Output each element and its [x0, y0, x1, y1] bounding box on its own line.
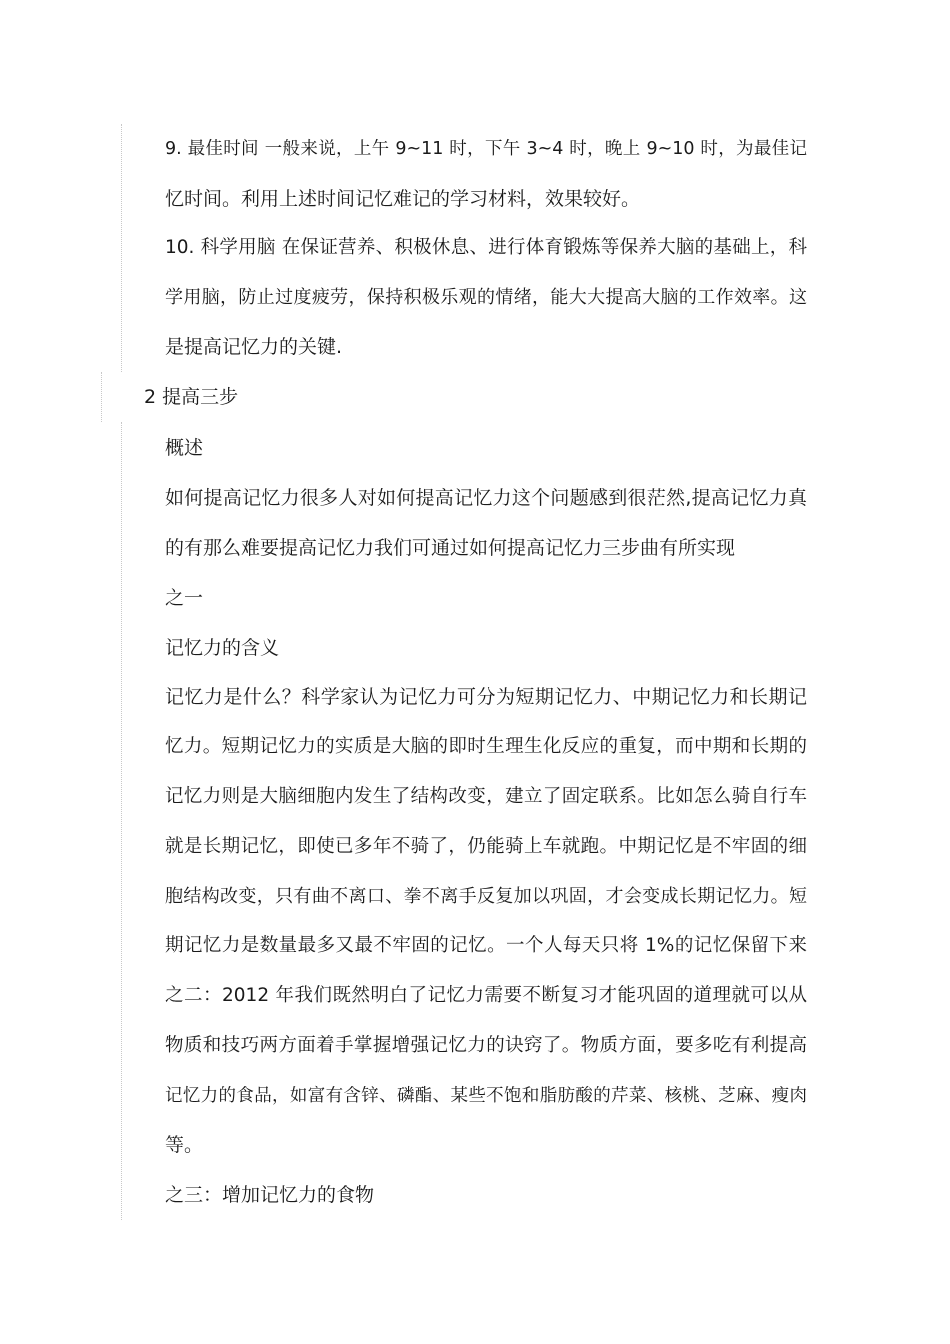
item-9-line-1: 9. 最佳时间 一般来说，上午 9~11 时，下午 3~4 时，晚上 9~10 时，为最佳记	[165, 139, 807, 159]
step-2-line-2: 物质和技巧两方面着手掌握增强记忆力的诀窍了。物质方面，要多吃有利提高	[165, 1035, 807, 1056]
meaning-line-6: 期记忆力是数量最多又最不牢固的记忆。一个人每天只将 1%的记忆保留下来	[165, 935, 807, 956]
overview-heading: 概述	[165, 437, 204, 459]
overview-line-2: 的有那么难要提高记忆力我们可通过如何提高记忆力三步曲有所实现	[165, 537, 736, 559]
meaning-line-4: 就是长期记忆，即使已多年不骑了，仍能骑上车就跑。中期记忆是不牢固的细	[165, 836, 807, 857]
section-2-heading: 2 提高三步	[144, 386, 239, 408]
meaning-line-5: 胞结构改变，只有曲不离口、拳不离手反复加以巩固，才会变成长期记忆力。短	[165, 886, 807, 907]
meaning-line-3: 记忆力则是大脑细胞内发生了结构改变，建立了固定联系。比如怎么骑自行车	[165, 786, 807, 807]
item-10-line-2: 学用脑，防止过度疲劳，保持积极乐观的情绪，能大大提高大脑的工作效率。这	[165, 287, 807, 308]
step-1-heading: 之一	[165, 587, 204, 609]
margin-guide-line	[121, 422, 122, 1220]
margin-guide-line	[101, 372, 102, 422]
step-2-line-4: 等。	[165, 1134, 204, 1156]
step-2-line-3: 记忆力的食品，如富有含锌、磷酯、某些不饱和脂肪酸的芹菜、核桃、芝麻、瘦肉	[165, 1086, 807, 1106]
item-10-line-1: 10. 科学用脑 在保证营养、积极休息、进行体育锻炼等保养大脑的基础上，科	[165, 237, 807, 258]
margin-guide-line	[121, 124, 122, 372]
memory-meaning-heading: 记忆力的含义	[165, 637, 280, 659]
item-9-line-2: 忆时间。利用上述时间记忆难记的学习材料，效果较好。	[165, 188, 641, 210]
item-10-line-3: 是提高记忆力的关键.	[165, 336, 343, 358]
meaning-line-1: 记忆力是什么？科学家认为记忆力可分为短期记忆力、中期记忆力和长期记	[165, 686, 807, 708]
step-3-heading: 之三：增加记忆力的食物	[165, 1184, 375, 1206]
meaning-line-2: 忆力。短期记忆力的实质是大脑的即时生理生化反应的重复，而中期和长期的	[165, 736, 807, 757]
step-2-line-1: 之二：2012 年我们既然明白了记忆力需要不断复习才能巩固的道理就可以从	[165, 985, 807, 1006]
overview-line-1: 如何提高记忆力很多人对如何提高记忆力这个问题感到很茫然,提高记忆力真	[165, 487, 807, 509]
